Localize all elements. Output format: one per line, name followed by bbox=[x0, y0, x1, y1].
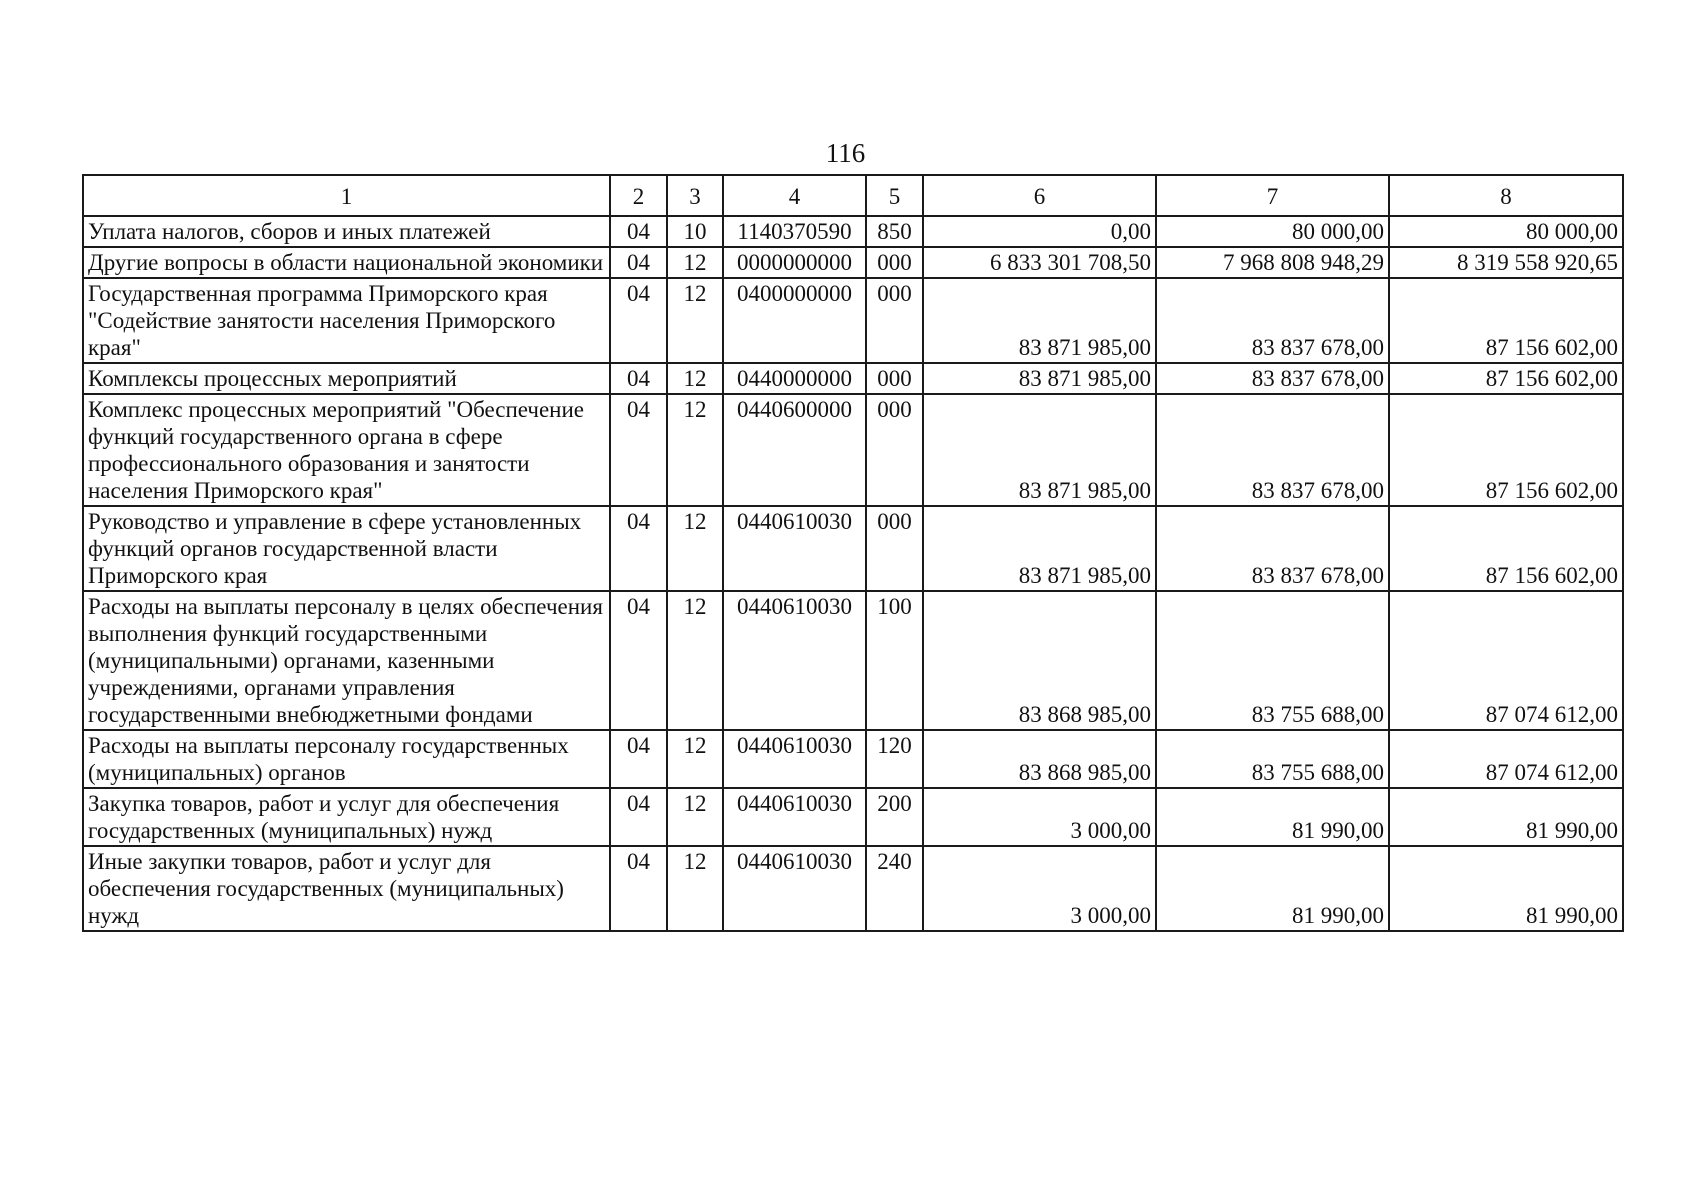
cell-expense-type: 000 bbox=[866, 363, 923, 394]
cell-subsection: 12 bbox=[667, 591, 723, 730]
cell-name: Расходы на выплаты персоналу в целях обеспечения выполнения функций государственными (муниципальными) органами, казенными учреждениями, органами управления государственными внебюджетными фондами bbox=[83, 591, 610, 730]
cell-section: 04 bbox=[610, 846, 667, 931]
cell-target-article: 0440610030 bbox=[723, 591, 866, 730]
cell-amount-col-6: 83 871 985,00 bbox=[923, 394, 1156, 506]
cell-subsection: 12 bbox=[667, 247, 723, 278]
cell-amount-col-8: 87 074 612,00 bbox=[1389, 730, 1623, 788]
cell-section: 04 bbox=[610, 216, 667, 247]
table-row bbox=[83, 730, 1623, 788]
header-col-2: 2 bbox=[610, 175, 667, 216]
header-col-7: 7 bbox=[1156, 175, 1389, 216]
header-row bbox=[83, 175, 1623, 216]
cell-amount-col-7: 83 837 678,00 bbox=[1156, 363, 1389, 394]
cell-amount-col-6: 3 000,00 bbox=[923, 846, 1156, 931]
cell-subsection: 12 bbox=[667, 730, 723, 788]
cell-name: Государственная программа Приморского края "Содействие занятости населения Приморского края" bbox=[83, 278, 610, 363]
cell-expense-type: 850 bbox=[866, 216, 923, 247]
cell-amount-col-7: 83 755 688,00 bbox=[1156, 730, 1389, 788]
header-col-4: 4 bbox=[723, 175, 866, 216]
cell-subsection: 12 bbox=[667, 788, 723, 846]
cell-amount-col-7: 81 990,00 bbox=[1156, 788, 1389, 846]
cell-subsection: 12 bbox=[667, 278, 723, 363]
cell-amount-col-6: 83 871 985,00 bbox=[923, 278, 1156, 363]
cell-subsection: 10 bbox=[667, 216, 723, 247]
cell-expense-type: 240 bbox=[866, 846, 923, 931]
cell-section: 04 bbox=[610, 591, 667, 730]
table-row bbox=[83, 247, 1623, 278]
cell-target-article: 0440610030 bbox=[723, 788, 866, 846]
cell-amount-col-8: 81 990,00 bbox=[1389, 846, 1623, 931]
cell-name: Комплексы процессных мероприятий bbox=[83, 363, 610, 394]
cell-target-article: 0000000000 bbox=[723, 247, 866, 278]
cell-section: 04 bbox=[610, 363, 667, 394]
cell-name: Другие вопросы в области национальной экономики bbox=[83, 247, 610, 278]
table-row bbox=[83, 278, 1623, 363]
cell-expense-type: 100 bbox=[866, 591, 923, 730]
cell-amount-col-6: 0,00 bbox=[923, 216, 1156, 247]
table-row bbox=[83, 216, 1623, 247]
cell-amount-col-7: 83 837 678,00 bbox=[1156, 506, 1389, 591]
table-row bbox=[83, 591, 1623, 730]
table-row bbox=[83, 506, 1623, 591]
cell-target-article: 0440610030 bbox=[723, 730, 866, 788]
cell-section: 04 bbox=[610, 247, 667, 278]
cell-name: Расходы на выплаты персоналу государственных (муниципальных) органов bbox=[83, 730, 610, 788]
cell-name: Руководство и управление в сфере установленных функций органов государственной власти Приморского края bbox=[83, 506, 610, 591]
cell-target-article: 0440600000 bbox=[723, 394, 866, 506]
cell-name: Иные закупки товаров, работ и услуг для обеспечения государственных (муниципальных) нужд bbox=[83, 846, 610, 931]
header-col-1: 1 bbox=[83, 175, 610, 216]
cell-subsection: 12 bbox=[667, 846, 723, 931]
cell-expense-type: 000 bbox=[866, 278, 923, 363]
cell-name: Уплата налогов, сборов и иных платежей bbox=[83, 216, 610, 247]
cell-section: 04 bbox=[610, 394, 667, 506]
cell-target-article: 0440610030 bbox=[723, 846, 866, 931]
cell-amount-col-8: 87 156 602,00 bbox=[1389, 363, 1623, 394]
budget-table bbox=[82, 174, 1624, 932]
cell-name: Комплекс процессных мероприятий "Обеспечение функций государственного органа в сфере профессионального образования и занятости населения Приморского края" bbox=[83, 394, 610, 506]
cell-target-article: 1140370590 bbox=[723, 216, 866, 247]
cell-target-article: 0400000000 bbox=[723, 278, 866, 363]
cell-amount-col-6: 83 868 985,00 bbox=[923, 730, 1156, 788]
cell-amount-col-8: 87 074 612,00 bbox=[1389, 591, 1623, 730]
cell-expense-type: 000 bbox=[866, 394, 923, 506]
cell-amount-col-7: 83 837 678,00 bbox=[1156, 394, 1389, 506]
cell-amount-col-6: 3 000,00 bbox=[923, 788, 1156, 846]
header-col-3: 3 bbox=[667, 175, 723, 216]
page-number: 116 bbox=[825, 138, 866, 168]
cell-section: 04 bbox=[610, 278, 667, 363]
cell-amount-col-8: 81 990,00 bbox=[1389, 788, 1623, 846]
header-col-6: 6 bbox=[923, 175, 1156, 216]
header-col-5: 5 bbox=[866, 175, 923, 216]
cell-amount-col-6: 6 833 301 708,50 bbox=[923, 247, 1156, 278]
cell-amount-col-8: 87 156 602,00 bbox=[1389, 506, 1623, 591]
cell-amount-col-8: 87 156 602,00 bbox=[1389, 394, 1623, 506]
table-row bbox=[83, 394, 1623, 506]
table-row bbox=[83, 846, 1623, 931]
cell-amount-col-8: 8 319 558 920,65 bbox=[1389, 247, 1623, 278]
cell-amount-col-6: 83 871 985,00 bbox=[923, 506, 1156, 591]
cell-expense-type: 200 bbox=[866, 788, 923, 846]
cell-subsection: 12 bbox=[667, 363, 723, 394]
cell-section: 04 bbox=[610, 506, 667, 591]
cell-amount-col-8: 80 000,00 bbox=[1389, 216, 1623, 247]
cell-name: Закупка товаров, работ и услуг для обеспечения государственных (муниципальных) нужд bbox=[83, 788, 610, 846]
cell-section: 04 bbox=[610, 788, 667, 846]
cell-amount-col-6: 83 868 985,00 bbox=[923, 591, 1156, 730]
cell-subsection: 12 bbox=[667, 506, 723, 591]
table-row bbox=[83, 363, 1623, 394]
cell-amount-col-7: 83 837 678,00 bbox=[1156, 278, 1389, 363]
table-body bbox=[83, 216, 1623, 931]
cell-amount-col-6: 83 871 985,00 bbox=[923, 363, 1156, 394]
cell-subsection: 12 bbox=[667, 394, 723, 506]
cell-target-article: 0440610030 bbox=[723, 506, 866, 591]
cell-target-article: 0440000000 bbox=[723, 363, 866, 394]
cell-expense-type: 000 bbox=[866, 247, 923, 278]
header-col-8: 8 bbox=[1389, 175, 1623, 216]
table-row bbox=[83, 788, 1623, 846]
cell-amount-col-7: 7 968 808 948,29 bbox=[1156, 247, 1389, 278]
cell-amount-col-7: 83 755 688,00 bbox=[1156, 591, 1389, 730]
cell-amount-col-8: 87 156 602,00 bbox=[1389, 278, 1623, 363]
cell-expense-type: 000 bbox=[866, 506, 923, 591]
cell-amount-col-7: 80 000,00 bbox=[1156, 216, 1389, 247]
cell-amount-col-7: 81 990,00 bbox=[1156, 846, 1389, 931]
cell-expense-type: 120 bbox=[866, 730, 923, 788]
cell-section: 04 bbox=[610, 730, 667, 788]
